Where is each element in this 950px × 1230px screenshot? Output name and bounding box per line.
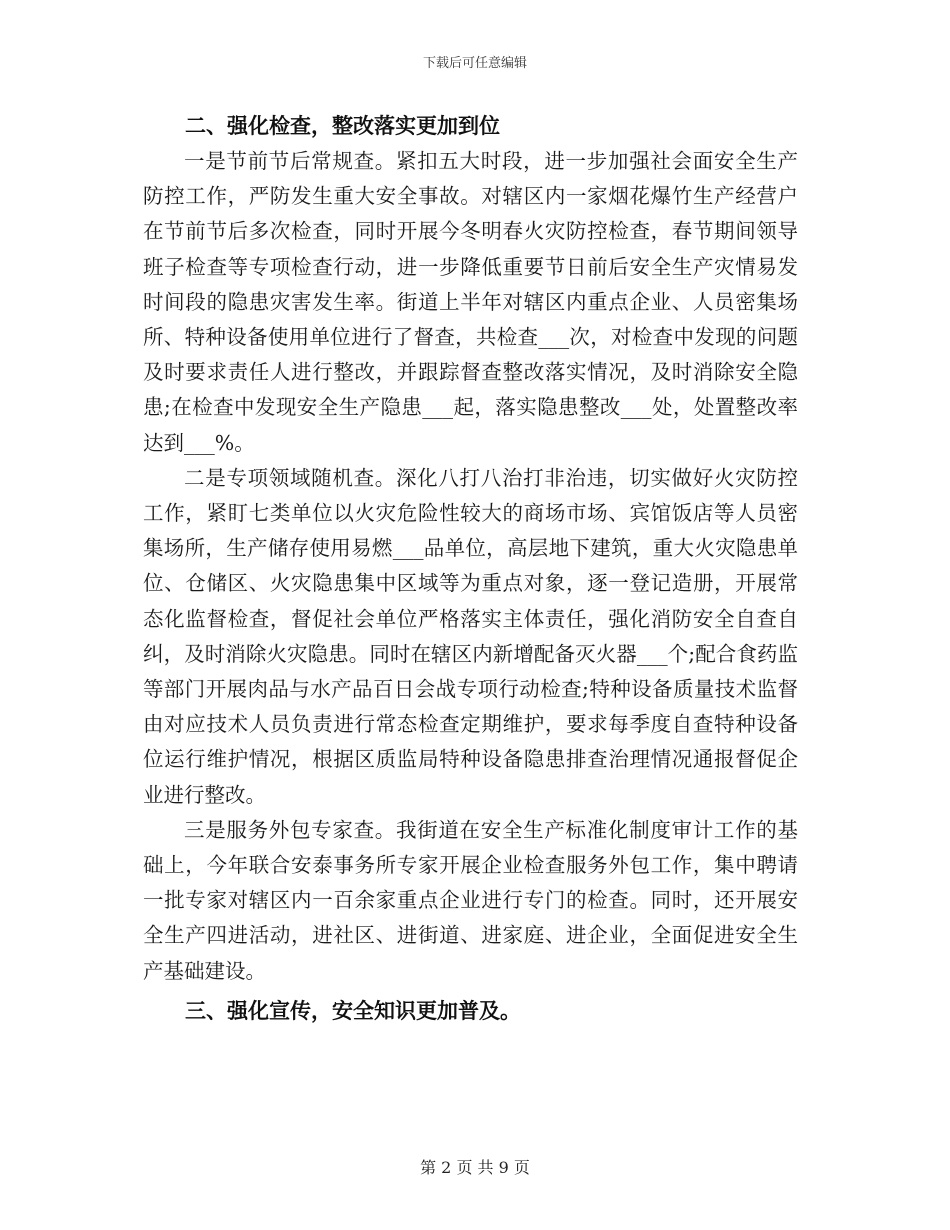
paragraph-special-inspection: 二是专项领域随机查。深化八打八治打非治违，切实做好火灾防控工作，紧盯七类单位以火灾危险性较大的商场市场、宾馆饭店等人员密集场所，生产储存使用易燃___品单位，高层地下建筑，重大火灾隐患单位、仓储区、火灾隐患集中区域等为重点对象，逐一登记造册，开展常态化监督检查，督促社会单位严格落实主体责任，强化消防安全自查自纠，及时消除火灾隐患。同时在辖区内新增配备灭火器___个;配合食药监等部门开展肉品与水产品百日会战专项行动检查;特种设备质量技术监督由对应技术人员负责进行常态检查定期维护，要求每季度自查特种设备位运行维护情况，根据区质监局特种设备隐患排查治理情况通报督促企业进行整改。	[143, 465, 798, 807]
section-heading-3: 三、强化宣传，安全知识更加普及。	[185, 997, 521, 1023]
paragraph-expert-inspection: 三是服务外包专家查。我街道在安全生产标准化制度审计工作的基础上，今年联合安泰事务所专家开展企业检查服务外包工作，集中聘请一批专家对辖区内一百余家重点企业进行专门的检查。同时，还开展安全生产四进活动，进社区、进街道、进家庭、进企业，全面促进安全生产基础建设。	[143, 817, 798, 983]
paragraph-routine-inspection: 一是节前节后常规查。紧扣五大时段，进一步加强社会面安全生产防控工作，严防发生重大安全事故。对辖区内一家烟花爆竹生产经营户在节前节后多次检查，同时开展今冬明春火灾防控检查，春节期间领导班子检查等专项检查行动，进一步降低重要节日前后安全生产灾情易发时间段的隐患灾害发生率。街道上半年对辖区内重点企业、人员密集场所、特种设备使用单位进行了督查，共检查___次，对检查中发现的问题及时要求责任人进行整改，并跟踪督查整改落实情况，及时消除安全隐患;在检查中发现安全生产隐患___起，落实隐患整改___处，处置整改率达到___%。	[143, 149, 798, 455]
page-header-note: 下载后可任意编辑	[422, 56, 527, 71]
section-heading-2: 二、强化检查，整改落实更加到位	[185, 113, 500, 138]
page-number-footer: 第 2 页 共 9 页	[420, 1158, 530, 1177]
document-body	[143, 108, 798, 1029]
